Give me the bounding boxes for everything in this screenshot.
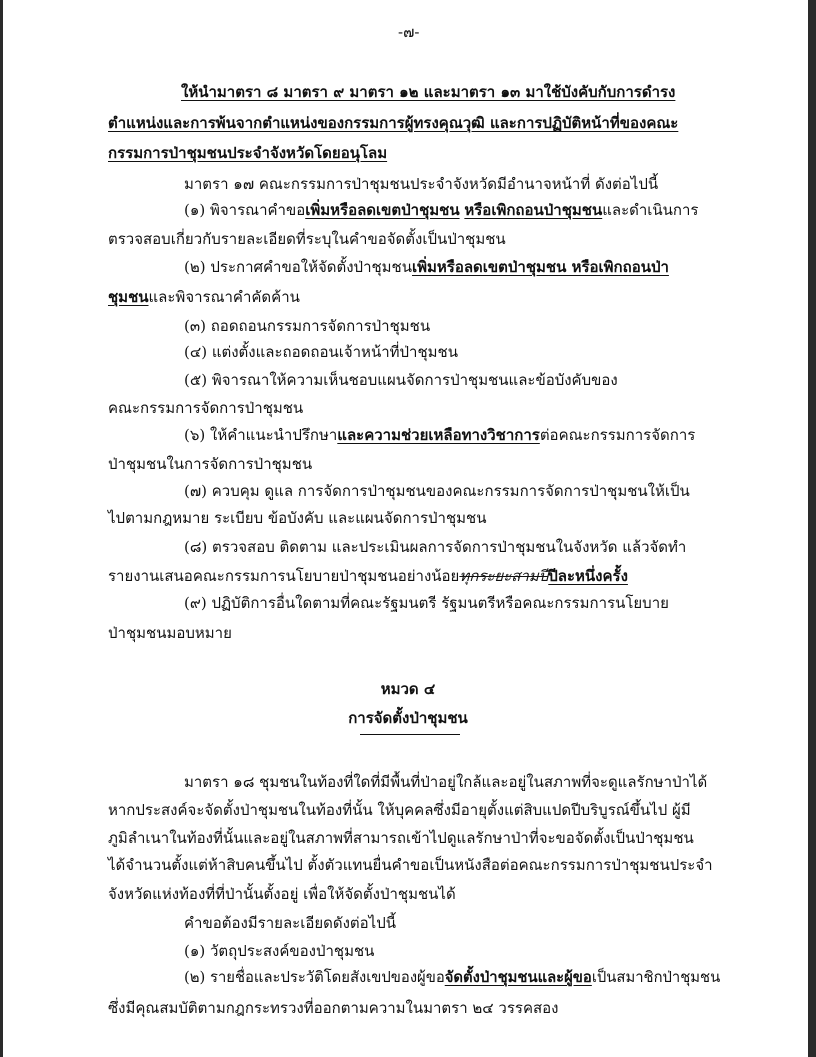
chapter-underline xyxy=(360,734,460,735)
chapter-number: หมวด ๔ xyxy=(380,680,436,698)
s18-item-2-line-2: ซึ่งมีคุณสมบัติตามกฎกระทรวงที่ออกตามความในมาตรา ๒๔ วรรคสอง xyxy=(108,999,559,1017)
s18-item-1: (๑) วัตถุประสงค์ของป่าชุมชน xyxy=(184,942,375,960)
s17-item-7-line-2: ไปตามกฎหมาย ระเบียบ ข้อบังคับ และแผนจัดการป่าชุมชน xyxy=(108,509,487,527)
s18-line-3: ภูมิลำเนาในท้องที่นั้นและอยู่ในสภาพที่สามารถเข้าไปดูแลรักษาป่าที่จะขอจัดตั้งเป็นป่าชุมชน xyxy=(108,829,694,847)
s17-item-8-line-1: (๘) ตรวจสอบ ติดตาม และประเมินผลการจัดการป่าชุมชนในจังหวัด แล้วจัดทำ xyxy=(184,538,687,556)
s17-item-2-line-1: (๒) ประกาศคำขอให้จัดตั้งป่าชุมชนเพิ่มหรือลดเขตป่าชุมชน หรือเพิกถอนป่า xyxy=(184,258,669,276)
s18-requirements-heading: คำขอต้องมีรายละเอียดดังต่อไปนี้ xyxy=(184,914,396,932)
s17-item-8-line-2: รายงานเสนอคณะกรรมการนโยบายป่าชุมชนอย่างน้อยทุกระยะสามปีปีละหนึ่งครั้ง xyxy=(108,567,628,585)
chapter-title: การจัดตั้งป่าชุมชน xyxy=(348,709,468,727)
s17-item-9-line-1: (๙) ปฏิบัติการอื่นใดตามที่คณะรัฐมนตรี รัฐมนตรีหรือคณะกรรมการนโยบาย xyxy=(184,594,669,612)
page-number: -๗- xyxy=(398,23,420,41)
s17-item-2-line-2: ชุมชนและพิจารณาคำคัดค้าน xyxy=(108,288,300,306)
s17-item-9-line-2: ป่าชุมชนมอบหมาย xyxy=(108,624,232,642)
scan-edge-left xyxy=(0,0,3,1057)
s17-item-3: (๓) ถอดถอนกรรมการจัดการป่าชุมชน xyxy=(184,317,431,335)
s17-item-6-line-1: (๖) ให้คำแนะนำปรึกษาและความช่วยเหลือทางวิชาการต่อคณะกรรมการจัดการ xyxy=(184,426,696,444)
s17-item-5-line-1: (๕) พิจารณาให้ความเห็นชอบแผนจัดการป่าชุมชนและข้อบังคับของ xyxy=(184,371,618,389)
s17-item-1-line-1: (๑) พิจารณาคำขอเพิ่มหรือลดเขตป่าชุมชน หรือเพิกถอนป่าชุมชนและดำเนินการ xyxy=(184,201,699,219)
s18-line-1: มาตรา ๑๘ ชุมชนในท้องที่ใดที่มีพื้นที่ป่าอยู่ใกล้และอยู่ในสภาพที่จะดูแลรักษาป่าได้ xyxy=(184,773,708,791)
s17-item-1-line-2: ตรวจสอบเกี่ยวกับรายละเอียดที่ระบุในคำขอจัดตั้งเป็นป่าชุมชน xyxy=(108,230,506,248)
s17-item-6-line-2: ป่าชุมชนในการจัดการป่าชุมชน xyxy=(108,455,313,473)
struck-text: ทุกระยะสามปี xyxy=(459,567,549,585)
s18-line-4: ได้จำนวนตั้งแต่ห้าสิบคนขึ้นไป ตั้งตัวแทนยื่นคำขอเป็นหนังสือต่อคณะกรรมการป่าชุมชนประจำ xyxy=(108,856,713,874)
section-17-heading: มาตรา ๑๗ คณะกรรมการป่าชุมชนประจำจังหวัดมีอำนาจหน้าที่ ดังต่อไปนี้ xyxy=(184,175,659,193)
s18-line-2: หากประสงค์จะจัดตั้งป่าชุมชนในท้องที่นั้น ให้บุคคลซึ่งมีอายุตั้งแต่สิบแปดปีบริบูรณ์ขึ้นไป ผู้มี xyxy=(108,801,691,819)
scan-edge-right xyxy=(808,0,816,1057)
s18-line-5: จังหวัดแห่งท้องที่ที่ป่านั้นตั้งอยู่ เพื่อให้จัดตั้งป่าชุมชนได้ xyxy=(108,885,456,903)
intro-line-2: ตำแหน่งและการพ้นจากตำแหน่งของกรรมการผู้ทรงคุณวุฒิ และการปฏิบัติหน้าที่ของคณะ xyxy=(108,114,679,132)
s17-item-7-line-1: (๗) ควบคุม ดูแล การจัดการป่าชุมชนของคณะกรรมการจัดการป่าชุมชนให้เป็น xyxy=(184,482,690,500)
intro-line-3: กรรมการป่าชุมชนประจำจังหวัดโดยอนุโลม xyxy=(108,144,388,162)
s18-item-2-line-1: (๒) รายชื่อและประวัติโดยสังเขปของผู้ขอจัดตั้งป่าชุมชนและผู้ขอเป็นสมาชิกป่าชุมชน xyxy=(184,968,721,986)
s17-item-5-line-2: คณะกรรมการจัดการป่าชุมชน xyxy=(108,399,304,417)
s17-item-4: (๔) แต่งตั้งและถอดถอนเจ้าหน้าที่ป่าชุมชน xyxy=(184,343,458,361)
intro-line-1: ให้นำมาตรา ๘ มาตรา ๙ มาตรา ๑๒ และมาตรา ๑๓ มาใช้บังคับกับการดำรง xyxy=(181,83,676,101)
